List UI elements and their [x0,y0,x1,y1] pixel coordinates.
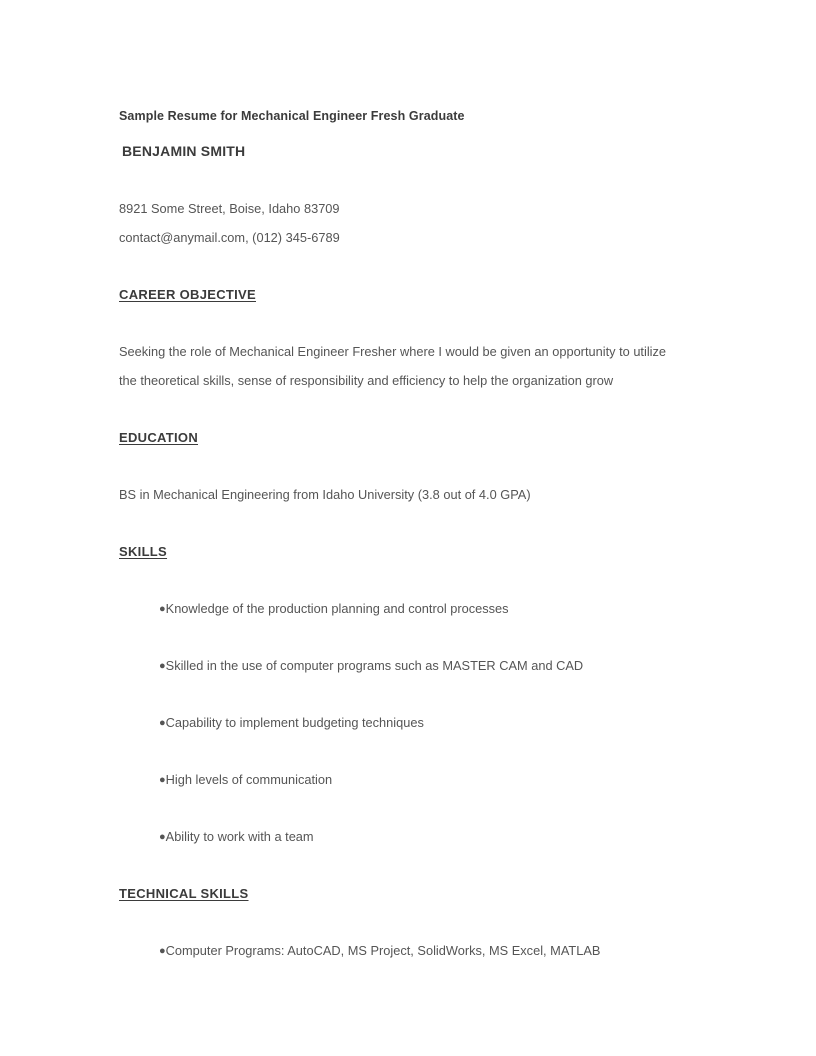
list-item-label: Capability to implement budgeting techniques [165,715,424,730]
list-item-label: High levels of communication [165,772,333,787]
section-heading-career-objective: CAREER OBJECTIVE [119,287,256,302]
bullet-icon: ● [159,831,166,843]
list-item [159,772,332,787]
section-heading-education: EDUCATION [119,430,199,445]
bullet-icon: ● [159,717,166,729]
section-heading-skills: SKILLS [119,544,168,559]
list-item [159,601,509,616]
section-heading-technical-skills: TECHNICAL SKILLS [119,886,249,901]
career-objective-line-2: the theoretical skills, sense of responsibility and efficiency to help the organization grow [119,373,614,388]
list-item [159,715,424,730]
list-item [159,943,600,958]
list-item [159,829,314,844]
bullet-icon: ● [159,774,166,786]
document-title: Sample Resume for Mechanical Engineer Fresh Graduate [119,109,465,123]
career-objective-line-1: Seeking the role of Mechanical Engineer Fresher where I would be given an opportunity to utilize [119,344,667,359]
bullet-icon: ● [159,603,166,615]
list-item-label: Ability to work with a team [165,829,314,844]
candidate-name: BENJAMIN SMITH [122,143,246,159]
list-item-label: Knowledge of the production planning and control processes [165,601,509,616]
contact-email-phone: contact@anymail.com, (012) 345-6789 [119,230,340,245]
contact-address: 8921 Some Street, Boise, Idaho 83709 [119,201,340,216]
list-item-label: Skilled in the use of computer programs such as MASTER CAM and CAD [165,658,584,673]
education-entry: BS in Mechanical Engineering from Idaho University (3.8 out of 4.0 GPA) [119,487,531,502]
bullet-icon: ● [159,945,166,957]
list-item-label: Computer Programs: AutoCAD, MS Project, SolidWorks, MS Excel, MATLAB [165,943,601,958]
bullet-icon: ● [159,660,166,672]
list-item [159,658,583,673]
